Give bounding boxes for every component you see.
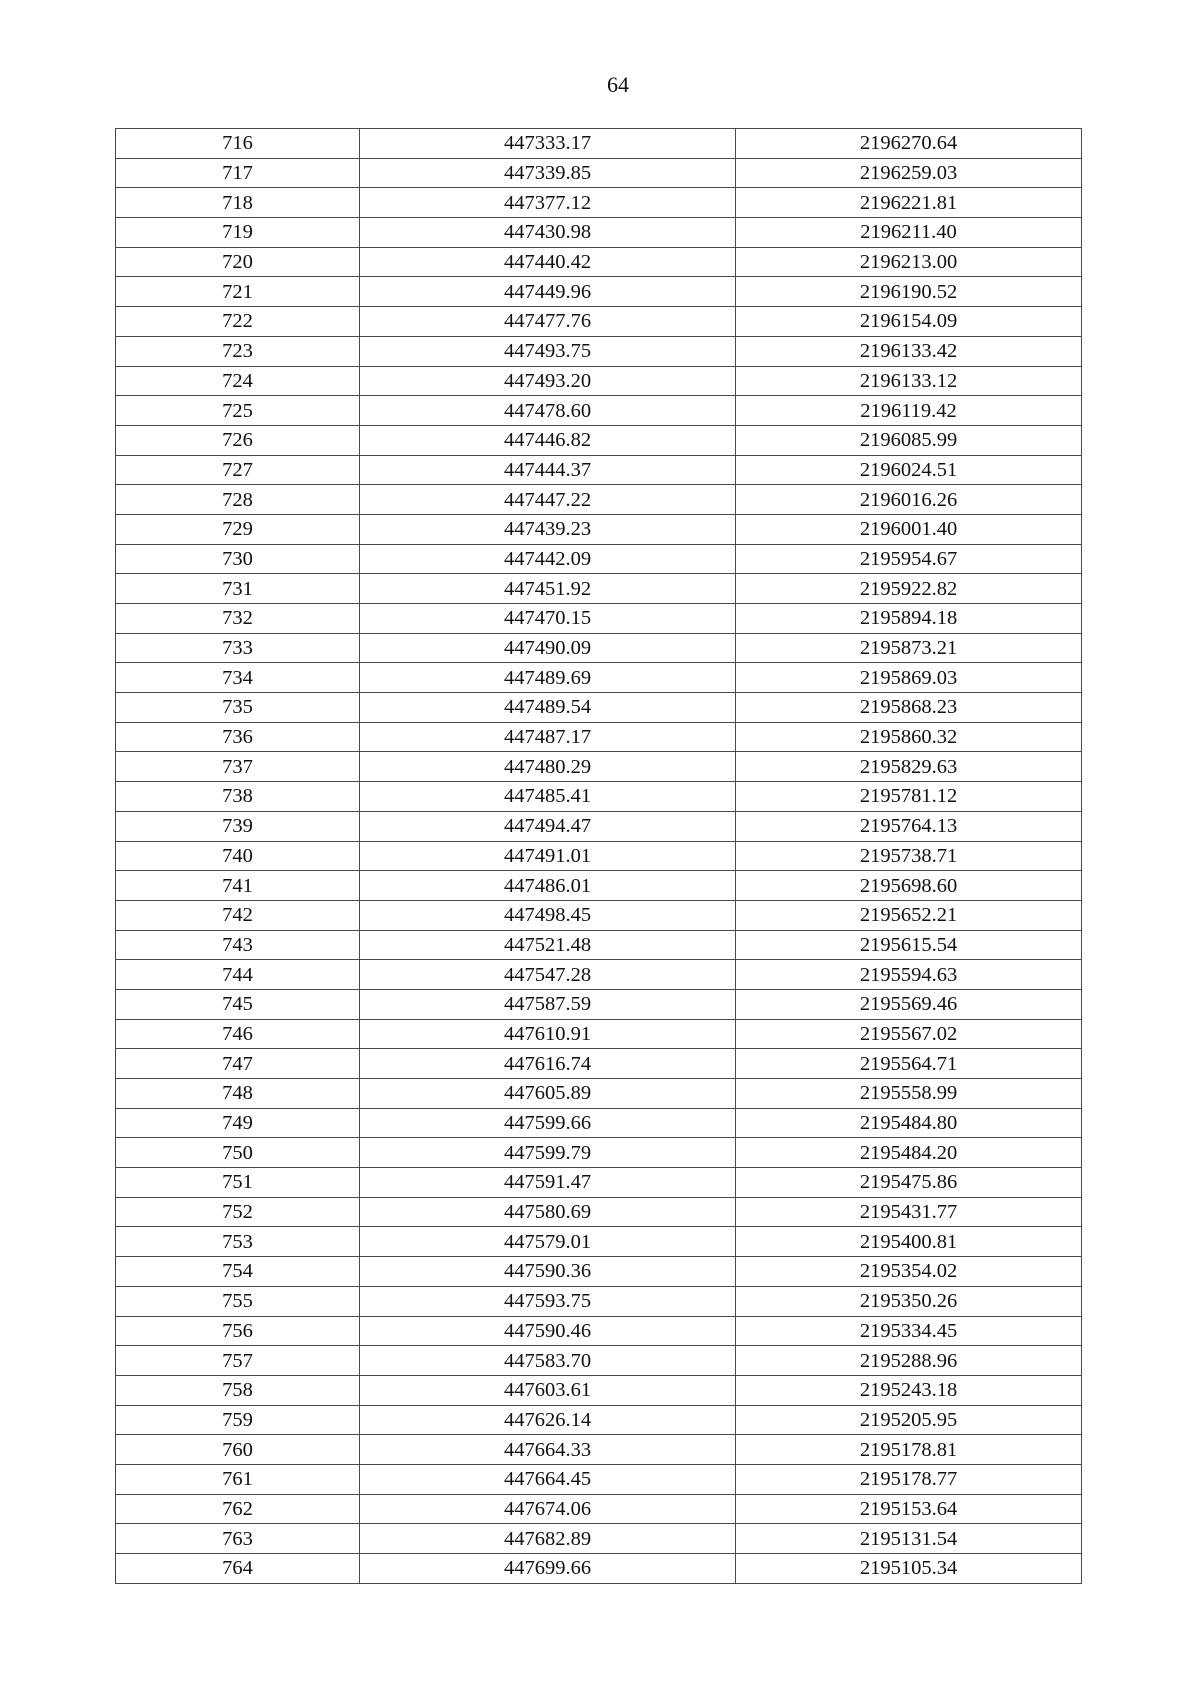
point-number-cell: 761 xyxy=(116,1464,360,1494)
point-number-cell: 749 xyxy=(116,1108,360,1138)
point-number-cell: 764 xyxy=(116,1554,360,1584)
point-number-cell: 737 xyxy=(116,752,360,782)
table-row xyxy=(116,218,1082,248)
point-number-cell: 750 xyxy=(116,1138,360,1168)
x-coordinate-cell: 447444.37 xyxy=(360,455,736,485)
y-coordinate-cell: 2196001.40 xyxy=(736,514,1082,544)
table-row xyxy=(116,782,1082,812)
x-coordinate-cell: 447498.45 xyxy=(360,900,736,930)
point-number-cell: 729 xyxy=(116,514,360,544)
table-row xyxy=(116,1168,1082,1198)
point-number-cell: 717 xyxy=(116,158,360,188)
point-number-cell: 747 xyxy=(116,1049,360,1079)
y-coordinate-cell: 2196154.09 xyxy=(736,307,1082,337)
point-number-cell: 756 xyxy=(116,1316,360,1346)
table-row xyxy=(116,871,1082,901)
point-number-cell: 719 xyxy=(116,218,360,248)
y-coordinate-cell: 2195243.18 xyxy=(736,1375,1082,1405)
y-coordinate-cell: 2195954.67 xyxy=(736,544,1082,574)
table-row xyxy=(116,1494,1082,1524)
point-number-cell: 732 xyxy=(116,604,360,634)
x-coordinate-cell: 447580.69 xyxy=(360,1197,736,1227)
table-row xyxy=(116,1019,1082,1049)
x-coordinate-cell: 447493.75 xyxy=(360,336,736,366)
y-coordinate-cell: 2195400.81 xyxy=(736,1227,1082,1257)
x-coordinate-cell: 447447.22 xyxy=(360,485,736,515)
x-coordinate-cell: 447682.89 xyxy=(360,1524,736,1554)
point-number-cell: 734 xyxy=(116,663,360,693)
y-coordinate-cell: 2195567.02 xyxy=(736,1019,1082,1049)
point-number-cell: 736 xyxy=(116,722,360,752)
y-coordinate-cell: 2195764.13 xyxy=(736,811,1082,841)
x-coordinate-cell: 447451.92 xyxy=(360,574,736,604)
y-coordinate-cell: 2196211.40 xyxy=(736,218,1082,248)
point-number-cell: 753 xyxy=(116,1227,360,1257)
point-number-cell: 726 xyxy=(116,425,360,455)
y-coordinate-cell: 2196016.26 xyxy=(736,485,1082,515)
table-row xyxy=(116,1108,1082,1138)
y-coordinate-cell: 2195205.95 xyxy=(736,1405,1082,1435)
x-coordinate-cell: 447603.61 xyxy=(360,1375,736,1405)
y-coordinate-cell: 2195431.77 xyxy=(736,1197,1082,1227)
point-number-cell: 731 xyxy=(116,574,360,604)
table-row xyxy=(116,693,1082,723)
table-row xyxy=(116,811,1082,841)
point-number-cell: 720 xyxy=(116,247,360,277)
y-coordinate-cell: 2195334.45 xyxy=(736,1316,1082,1346)
y-coordinate-cell: 2195868.23 xyxy=(736,693,1082,723)
table-row xyxy=(116,1257,1082,1287)
point-number-cell: 739 xyxy=(116,811,360,841)
x-coordinate-cell: 447664.33 xyxy=(360,1435,736,1465)
y-coordinate-cell: 2195178.77 xyxy=(736,1464,1082,1494)
table-row xyxy=(116,1286,1082,1316)
table-row xyxy=(116,1138,1082,1168)
table-row xyxy=(116,604,1082,634)
x-coordinate-cell: 447487.17 xyxy=(360,722,736,752)
x-coordinate-cell: 447626.14 xyxy=(360,1405,736,1435)
x-coordinate-cell: 447377.12 xyxy=(360,188,736,218)
y-coordinate-cell: 2195922.82 xyxy=(736,574,1082,604)
y-coordinate-cell: 2195105.34 xyxy=(736,1554,1082,1584)
x-coordinate-cell: 447599.79 xyxy=(360,1138,736,1168)
point-number-cell: 758 xyxy=(116,1375,360,1405)
y-coordinate-cell: 2196259.03 xyxy=(736,158,1082,188)
table-row xyxy=(116,1435,1082,1465)
x-coordinate-cell: 447478.60 xyxy=(360,396,736,426)
point-number-cell: 744 xyxy=(116,960,360,990)
table-row xyxy=(116,722,1082,752)
table-row xyxy=(116,158,1082,188)
y-coordinate-cell: 2195178.81 xyxy=(736,1435,1082,1465)
x-coordinate-cell: 447599.66 xyxy=(360,1108,736,1138)
x-coordinate-cell: 447449.96 xyxy=(360,277,736,307)
x-coordinate-cell: 447446.82 xyxy=(360,425,736,455)
y-coordinate-cell: 2195131.54 xyxy=(736,1524,1082,1554)
x-coordinate-cell: 447494.47 xyxy=(360,811,736,841)
table-row xyxy=(116,930,1082,960)
x-coordinate-cell: 447674.06 xyxy=(360,1494,736,1524)
y-coordinate-cell: 2195829.63 xyxy=(736,752,1082,782)
table-row xyxy=(116,1316,1082,1346)
table-row xyxy=(116,277,1082,307)
table-row xyxy=(116,633,1082,663)
point-number-cell: 748 xyxy=(116,1079,360,1109)
y-coordinate-cell: 2196024.51 xyxy=(736,455,1082,485)
table-row xyxy=(116,1197,1082,1227)
x-coordinate-cell: 447480.29 xyxy=(360,752,736,782)
table-row xyxy=(116,960,1082,990)
y-coordinate-cell: 2195350.26 xyxy=(736,1286,1082,1316)
y-coordinate-cell: 2195860.32 xyxy=(736,722,1082,752)
x-coordinate-cell: 447664.45 xyxy=(360,1464,736,1494)
point-number-cell: 745 xyxy=(116,989,360,1019)
x-coordinate-cell: 447430.98 xyxy=(360,218,736,248)
point-number-cell: 716 xyxy=(116,129,360,159)
x-coordinate-cell: 447699.66 xyxy=(360,1554,736,1584)
point-number-cell: 723 xyxy=(116,336,360,366)
x-coordinate-cell: 447579.01 xyxy=(360,1227,736,1257)
y-coordinate-cell: 2196270.64 xyxy=(736,129,1082,159)
x-coordinate-cell: 447490.09 xyxy=(360,633,736,663)
point-number-cell: 757 xyxy=(116,1346,360,1376)
table-row xyxy=(116,485,1082,515)
coordinates-table-body xyxy=(116,129,1082,1584)
point-number-cell: 742 xyxy=(116,900,360,930)
point-number-cell: 763 xyxy=(116,1524,360,1554)
table-row xyxy=(116,841,1082,871)
table-row xyxy=(116,307,1082,337)
point-number-cell: 754 xyxy=(116,1257,360,1287)
x-coordinate-cell: 447605.89 xyxy=(360,1079,736,1109)
y-coordinate-cell: 2195558.99 xyxy=(736,1079,1082,1109)
point-number-cell: 759 xyxy=(116,1405,360,1435)
table-row xyxy=(116,1346,1082,1376)
point-number-cell: 752 xyxy=(116,1197,360,1227)
x-coordinate-cell: 447583.70 xyxy=(360,1346,736,1376)
table-row xyxy=(116,455,1082,485)
x-coordinate-cell: 447489.54 xyxy=(360,693,736,723)
y-coordinate-cell: 2195869.03 xyxy=(736,663,1082,693)
point-number-cell: 730 xyxy=(116,544,360,574)
point-number-cell: 762 xyxy=(116,1494,360,1524)
y-coordinate-cell: 2195652.21 xyxy=(736,900,1082,930)
point-number-cell: 741 xyxy=(116,871,360,901)
table-row xyxy=(116,396,1082,426)
page-number: 64 xyxy=(607,72,629,97)
table-row xyxy=(116,425,1082,455)
table-row xyxy=(116,1079,1082,1109)
y-coordinate-cell: 2195738.71 xyxy=(736,841,1082,871)
x-coordinate-cell: 447590.36 xyxy=(360,1257,736,1287)
y-coordinate-cell: 2195781.12 xyxy=(736,782,1082,812)
point-number-cell: 724 xyxy=(116,366,360,396)
x-coordinate-cell: 447442.09 xyxy=(360,544,736,574)
point-number-cell: 718 xyxy=(116,188,360,218)
x-coordinate-cell: 447440.42 xyxy=(360,247,736,277)
x-coordinate-cell: 447521.48 xyxy=(360,930,736,960)
table-row xyxy=(116,129,1082,159)
point-number-cell: 755 xyxy=(116,1286,360,1316)
y-coordinate-cell: 2196119.42 xyxy=(736,396,1082,426)
y-coordinate-cell: 2195564.71 xyxy=(736,1049,1082,1079)
y-coordinate-cell: 2196221.81 xyxy=(736,188,1082,218)
point-number-cell: 760 xyxy=(116,1435,360,1465)
x-coordinate-cell: 447333.17 xyxy=(360,129,736,159)
table-row xyxy=(116,514,1082,544)
table-row xyxy=(116,247,1082,277)
x-coordinate-cell: 447590.46 xyxy=(360,1316,736,1346)
point-number-cell: 728 xyxy=(116,485,360,515)
point-number-cell: 722 xyxy=(116,307,360,337)
point-number-cell: 743 xyxy=(116,930,360,960)
y-coordinate-cell: 2195594.63 xyxy=(736,960,1082,990)
point-number-cell: 751 xyxy=(116,1168,360,1198)
y-coordinate-cell: 2195894.18 xyxy=(736,604,1082,634)
y-coordinate-cell: 2195484.20 xyxy=(736,1138,1082,1168)
table-row xyxy=(116,752,1082,782)
x-coordinate-cell: 447493.20 xyxy=(360,366,736,396)
x-coordinate-cell: 447489.69 xyxy=(360,663,736,693)
x-coordinate-cell: 447339.85 xyxy=(360,158,736,188)
point-number-cell: 740 xyxy=(116,841,360,871)
y-coordinate-cell: 2196213.00 xyxy=(736,247,1082,277)
table-row xyxy=(116,1554,1082,1584)
x-coordinate-cell: 447491.01 xyxy=(360,841,736,871)
x-coordinate-cell: 447470.15 xyxy=(360,604,736,634)
point-number-cell: 725 xyxy=(116,396,360,426)
y-coordinate-cell: 2195288.96 xyxy=(736,1346,1082,1376)
point-number-cell: 727 xyxy=(116,455,360,485)
x-coordinate-cell: 447587.59 xyxy=(360,989,736,1019)
table-row xyxy=(116,1375,1082,1405)
point-number-cell: 746 xyxy=(116,1019,360,1049)
y-coordinate-cell: 2196133.12 xyxy=(736,366,1082,396)
y-coordinate-cell: 2196085.99 xyxy=(736,425,1082,455)
table-row xyxy=(116,366,1082,396)
x-coordinate-cell: 447591.47 xyxy=(360,1168,736,1198)
table-row xyxy=(116,544,1082,574)
x-coordinate-cell: 447439.23 xyxy=(360,514,736,544)
x-coordinate-cell: 447477.76 xyxy=(360,307,736,337)
table-row xyxy=(116,1464,1082,1494)
point-number-cell: 738 xyxy=(116,782,360,812)
y-coordinate-cell: 2195484.80 xyxy=(736,1108,1082,1138)
y-coordinate-cell: 2195354.02 xyxy=(736,1257,1082,1287)
y-coordinate-cell: 2196190.52 xyxy=(736,277,1082,307)
y-coordinate-cell: 2195153.64 xyxy=(736,1494,1082,1524)
table-row xyxy=(116,900,1082,930)
x-coordinate-cell: 447593.75 xyxy=(360,1286,736,1316)
x-coordinate-cell: 447547.28 xyxy=(360,960,736,990)
y-coordinate-cell: 2195475.86 xyxy=(736,1168,1082,1198)
point-number-cell: 721 xyxy=(116,277,360,307)
table-row xyxy=(116,1049,1082,1079)
point-number-cell: 735 xyxy=(116,693,360,723)
x-coordinate-cell: 447610.91 xyxy=(360,1019,736,1049)
table-row xyxy=(116,1405,1082,1435)
y-coordinate-cell: 2195615.54 xyxy=(736,930,1082,960)
x-coordinate-cell: 447616.74 xyxy=(360,1049,736,1079)
point-number-cell: 733 xyxy=(116,633,360,663)
y-coordinate-cell: 2195873.21 xyxy=(736,633,1082,663)
table-row xyxy=(116,188,1082,218)
table-row xyxy=(116,336,1082,366)
table-row xyxy=(116,1524,1082,1554)
coordinates-table xyxy=(115,128,1082,1584)
table-row xyxy=(116,1227,1082,1257)
table-row xyxy=(116,574,1082,604)
table-row xyxy=(116,663,1082,693)
y-coordinate-cell: 2195698.60 xyxy=(736,871,1082,901)
table-row xyxy=(116,989,1082,1019)
y-coordinate-cell: 2195569.46 xyxy=(736,989,1082,1019)
x-coordinate-cell: 447485.41 xyxy=(360,782,736,812)
y-coordinate-cell: 2196133.42 xyxy=(736,336,1082,366)
x-coordinate-cell: 447486.01 xyxy=(360,871,736,901)
